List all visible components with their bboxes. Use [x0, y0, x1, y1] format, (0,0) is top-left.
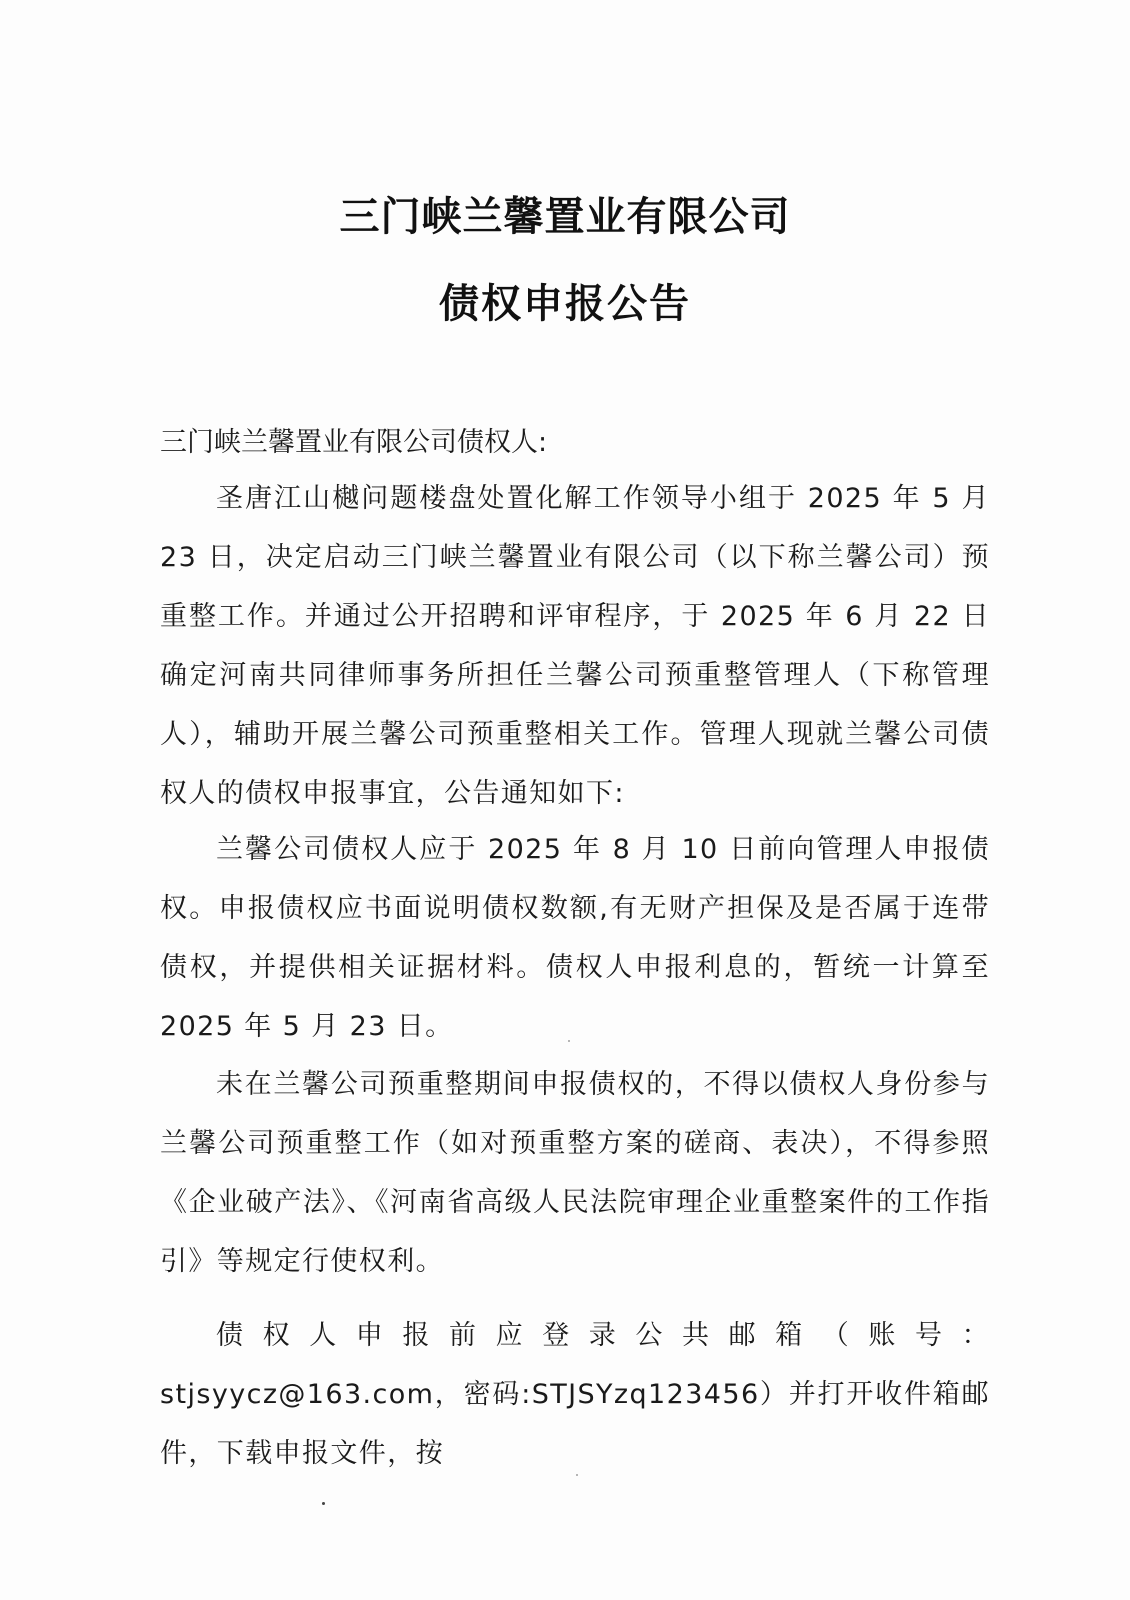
document-subtitle: 债权申报公告 — [439, 281, 691, 327]
paragraph: 兰馨公司债权人应于 2025 年 8 月 10 日前向管理人申报债权。申报债权应书面说明债权数额,有无财产担保及是否属于连带债权，并提供相关证据材料。债权人申报利息的，暂统一计算至 2025 年 5 月 23 日。 — [160, 834, 990, 1042]
scan-speck — [322, 1502, 325, 1505]
scan-speck — [568, 1040, 570, 1042]
salutation: 三门峡兰馨置业有限公司债权人: — [160, 427, 548, 458]
paragraph: 未在兰馨公司预重整期间申报债权的，不得以债权人身份参与兰馨公司预重整工作（如对预重整方案的磋商、表决），不得参照《企业破产法》、《河南省高级人民法院审理企业重整案件的工作指引》等规定行使权利。 — [160, 1069, 990, 1277]
paragraph: 圣唐江山樾问题楼盘处置化解工作领导小组于 2025 年 5 月 23 日，决定启动三门峡兰馨置业有限公司（以下称兰馨公司）预重整工作。并通过公开招聘和评审程序，于 2025 年 6 月 22 日确定河南共同律师事务所担任兰馨公司预重整管理人（下称管理人），辅助开展兰馨公司预重整相关工作。管理人现就兰馨公司债权人的债权申报事宜，公告通知如下: — [160, 483, 991, 809]
document-title: 三门峡兰馨置业有限公司 — [339, 194, 791, 240]
scan-speck — [576, 1474, 578, 1476]
paragraph: 债权人申报前应登录公共邮箱（账号：stjsyycz@163.com，密码:STJSYzq123456）并打开收件箱邮件，下载申报文件，按 — [160, 1320, 990, 1469]
